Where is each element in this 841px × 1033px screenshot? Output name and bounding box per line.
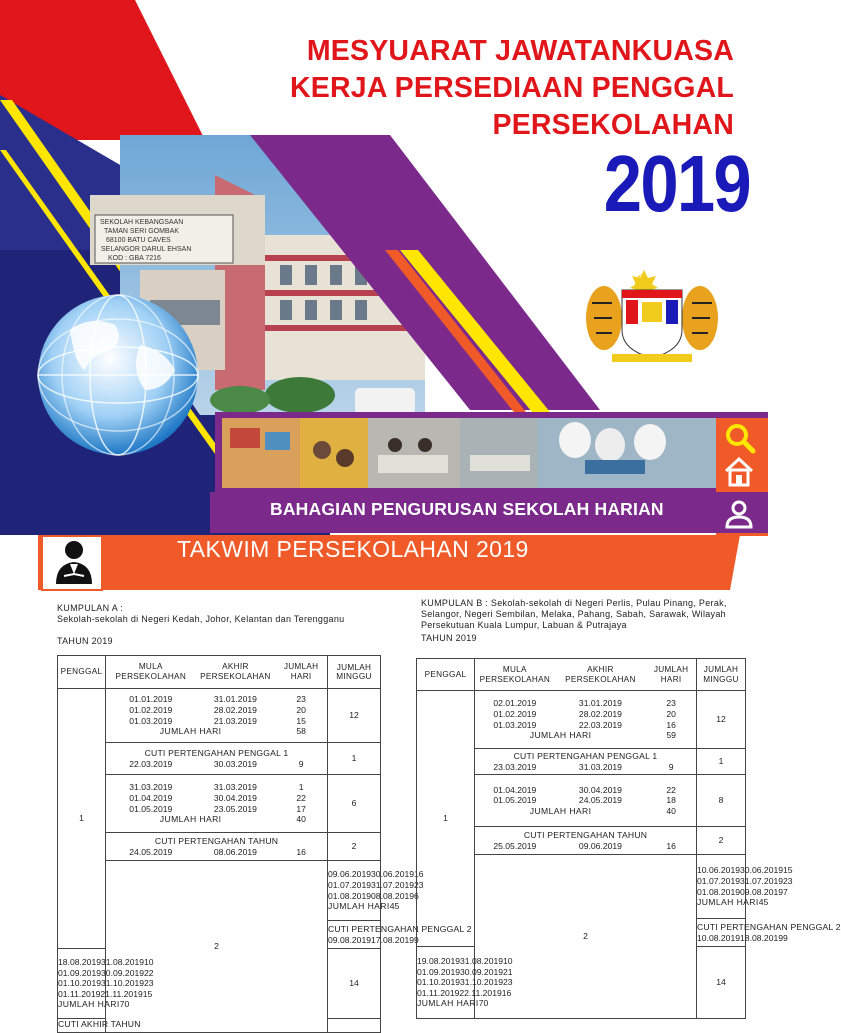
group-a-term2-block2-dates bbox=[58, 949, 154, 1019]
group-a-term1-block1-start-1: 01.01.2019 bbox=[129, 694, 173, 705]
group-a-term2-block2-start-1: 18.08.2019 bbox=[58, 957, 102, 968]
group-b-term1-break2-label: CUTI PERTENGAHAN TAHUN bbox=[523, 829, 648, 840]
group-a-term1-block2-start-3: 01.05.2019 bbox=[129, 803, 173, 814]
group-a-term1-block2-end-3: 23.05.2019 bbox=[213, 803, 257, 814]
group-a-term1-block1-start-3: 01.03.2019 bbox=[129, 715, 173, 726]
group-b-term2-block2-days-2: 21 bbox=[503, 966, 513, 977]
group-b-term1-block1-dates bbox=[475, 691, 697, 749]
group-a-term1-break2-start: 24.05.2019 bbox=[129, 846, 173, 857]
weeks-cell: 8 bbox=[697, 775, 746, 827]
group-b-term2-block2-end-2: 30.09.2019 bbox=[460, 966, 504, 977]
header-jumlah-hari-2: HARI bbox=[660, 674, 682, 684]
group-a-term1-block2-total-label: JUMLAH HARI bbox=[159, 814, 222, 825]
search-icon[interactable] bbox=[722, 420, 758, 456]
group-a-term2-block2-days-3: 23 bbox=[144, 978, 154, 989]
weeks-cell: 1 bbox=[328, 743, 381, 775]
group-a-term2-block1-start-2: 01.07.2019 bbox=[328, 879, 372, 890]
group-a-term2-block2-end-2: 30.09.2019 bbox=[101, 967, 145, 978]
header-jumlah-minggu: JUMLAH bbox=[703, 665, 739, 674]
weeks-cell: 14 bbox=[328, 949, 381, 1019]
group-a-term1-break1-days: 9 bbox=[298, 758, 304, 769]
banner-title-line2: KERJA PERSEDIAAN PENGGAL bbox=[290, 72, 734, 104]
group-a-term1-block1-end-3: 21.03.2019 bbox=[213, 715, 257, 726]
group-a-term1-break1-end: 30.03.2019 bbox=[213, 758, 257, 769]
group-b-term2-block2-start-1: 19.08.2019 bbox=[417, 956, 461, 967]
table-header-row bbox=[58, 656, 381, 689]
group-a-term2-block2-days-4: 15 bbox=[142, 988, 153, 999]
group-b-term2-block2-end-4: 22.11.2019 bbox=[459, 987, 502, 998]
group-b-term2-block2-start-2: 01.09.2019 bbox=[417, 966, 461, 977]
weeks-cell: 12 bbox=[328, 689, 381, 743]
group-b-term2-break1-end: 18.08.2019 bbox=[740, 932, 784, 943]
group-b-term2-block1-start-1: 10.06.2019 bbox=[697, 865, 741, 876]
group-a-term1-break1-start: 22.03.2019 bbox=[129, 758, 173, 769]
group-b-term2-block1-days-1: 15 bbox=[783, 865, 793, 876]
group-b-term2-block2-total-label: JUMLAH HARI bbox=[417, 998, 479, 1009]
group-b-term2-block1-end-1: 30.06.2019 bbox=[740, 865, 784, 876]
group-a-term2-break1-days: 9 bbox=[414, 934, 419, 945]
header-jumlah-minggu-2: MINGGU bbox=[703, 674, 739, 684]
classroom-photos bbox=[222, 418, 716, 488]
header-akhir: AKHIR bbox=[222, 662, 249, 672]
group-a-term2-block2-end-1: 31.08.2019 bbox=[101, 957, 145, 968]
group-b-term1-break1-days: 9 bbox=[668, 761, 674, 772]
group-b-term1-block2-days-2: 18 bbox=[666, 795, 676, 806]
group-b-term2-block1-days-3: 7 bbox=[783, 886, 788, 897]
header-akhir-2: PERSEKOLAHAN bbox=[200, 672, 271, 682]
header-mula: MULA bbox=[502, 664, 527, 674]
division-name: BAHAGIAN PENGURUSAN SEKOLAH HARIAN bbox=[270, 499, 664, 519]
group-a-term2-block1-total-label: JUMLAH HARI bbox=[328, 901, 390, 912]
group-b-term2-break1 bbox=[697, 919, 841, 947]
header-akhir: AKHIR bbox=[587, 664, 614, 674]
group-b-term1-block1-start-2: 01.02.2019 bbox=[493, 708, 537, 719]
user-icon[interactable] bbox=[722, 497, 756, 531]
school-sign-line3: 68100 BATU CAVES bbox=[106, 237, 171, 244]
table-row bbox=[58, 833, 381, 861]
group-a-term2-break1-start: 09.08.2019 bbox=[328, 934, 372, 945]
group-a-term2-block2-total-label: JUMLAH HARI bbox=[58, 999, 120, 1010]
group-b-term1-block2-start-1: 01.04.2019 bbox=[493, 784, 537, 795]
group-a-term1-block1-days-2: 20 bbox=[296, 704, 306, 715]
group-b-term1-block2-days-1: 22 bbox=[666, 784, 676, 795]
group-a-term2-block1-end-2: 31.07.2019 bbox=[371, 879, 415, 890]
group-a-term1-block2-total: 40 bbox=[296, 814, 306, 825]
group-a-term1-block1-days-3: 15 bbox=[296, 715, 306, 726]
takwim-title: TAKWIM PERSEKOLAHAN 2019 bbox=[177, 536, 529, 562]
group-b-term2-break1-start: 10.08.2019 bbox=[697, 932, 741, 943]
group-b-term1-block2-end-2: 24.05.2019 bbox=[578, 795, 622, 806]
header-jumlah-hari: JUMLAH bbox=[283, 662, 319, 672]
group-b-term2-block1-total-label: JUMLAH HARI bbox=[697, 897, 759, 908]
group-b-term2-block2-days-3: 23 bbox=[503, 977, 513, 988]
group-a-term1-block2-end-2: 30.04.2019 bbox=[213, 792, 257, 803]
group-b-term1-block1-total: 59 bbox=[666, 730, 676, 741]
table-row bbox=[58, 861, 381, 921]
group-b-term1-block1-end-2: 28.02.2019 bbox=[578, 708, 622, 719]
table-row bbox=[58, 689, 381, 743]
group-a-term2-block1-end-3: 08.08.2019 bbox=[371, 890, 415, 901]
group-a-term1-block2-start-1: 31.03.2019 bbox=[129, 782, 173, 793]
group-a-term1-break2 bbox=[106, 833, 328, 861]
group-b-term1-block2-total: 40 bbox=[666, 805, 676, 816]
group-b-term1-block1-total-label: JUMLAH HARI bbox=[529, 730, 592, 741]
group-b-term1-block2-start-2: 01.05.2019 bbox=[493, 795, 537, 806]
group-a-term2-break1-label: CUTI PERTENGAHAN PENGGAL 2 bbox=[328, 923, 472, 934]
header-mula-2: PERSEKOLAHAN bbox=[115, 672, 187, 682]
group-b-term1-block2-end-1: 30.04.2019 bbox=[578, 784, 622, 795]
group-a-term1-block1-total: 58 bbox=[296, 726, 306, 737]
header-penggal: PENGGAL bbox=[417, 659, 475, 691]
group-b-term1-break1-end: 31.03.2019 bbox=[578, 761, 622, 772]
group-b-term1-break2-end: 09.06.2019 bbox=[578, 840, 622, 851]
group-a-term2-block2-total: 70 bbox=[119, 999, 130, 1010]
weeks-cell: 2 bbox=[697, 827, 746, 855]
group-a-term1-block2-end-1: 31.03.2019 bbox=[213, 782, 257, 793]
group-a-term2-break1-end: 17.08.2019 bbox=[371, 934, 415, 945]
group-a-term2-block1-days-3: 6 bbox=[414, 890, 419, 901]
group-a-term2-block2-start-4: 01.11.2019 bbox=[58, 988, 101, 999]
globe-icon bbox=[38, 295, 198, 455]
group-a-term2-block1-days-2: 23 bbox=[414, 879, 424, 890]
term-number: 1 bbox=[417, 691, 475, 947]
group-b-term2-block1-end-2: 31.07.2019 bbox=[740, 875, 784, 886]
group-b-term2-block1-start-2: 01.07.2019 bbox=[697, 875, 741, 886]
header-mula: MULA bbox=[138, 662, 163, 672]
group-b-term1-break2-start: 25.05.2019 bbox=[493, 840, 537, 851]
header-jumlah-minggu: JUMLAH bbox=[336, 662, 372, 672]
header-akhir-2: PERSEKOLAHAN bbox=[565, 674, 636, 684]
school-sign-line2: TAMAN SERI GOMBAK bbox=[104, 228, 179, 235]
group-b-term1-break2-days: 16 bbox=[666, 840, 676, 851]
table-row bbox=[58, 743, 381, 775]
weeks-cell: 14 bbox=[697, 947, 746, 1019]
weeks-cell: 1 bbox=[697, 749, 746, 775]
group-a-term1-block1-end-1: 31.01.2019 bbox=[213, 694, 257, 705]
weeks-cell bbox=[328, 1019, 381, 1033]
group-b-term2-block1-start-3: 01.08.2019 bbox=[697, 886, 741, 897]
group-b-term1-break1-label: CUTI PERTENGAHAN PENGGAL 1 bbox=[513, 750, 658, 761]
group-b-description-line2: Selangor, Negeri Sembilan, Melaka, Pahang, Sabah, Sarawak, Wilayah bbox=[421, 609, 726, 619]
weeks-cell: 6 bbox=[328, 775, 381, 833]
group-a-term1-block1-start-2: 01.02.2019 bbox=[129, 704, 173, 715]
group-a-description: Sekolah-sekolah di Negeri Kedah, Johor, Kelantan dan Terengganu bbox=[57, 614, 345, 624]
group-a-term2-block1-dates bbox=[328, 861, 424, 921]
table-row bbox=[417, 691, 746, 749]
group-b-term2-block1-total: 45 bbox=[758, 897, 769, 908]
group-b-term2-block1-dates bbox=[697, 855, 793, 919]
term-number: 2 bbox=[106, 861, 328, 1033]
school-sign-line1: SEKOLAH KEBANGSAAN bbox=[100, 219, 184, 226]
group-b-term1-break1 bbox=[475, 749, 697, 775]
group-a-term1-block2-start-2: 01.04.2019 bbox=[129, 792, 173, 803]
header-jumlah-hari-2: HARI bbox=[290, 672, 312, 682]
header-penggal: PENGGAL bbox=[58, 656, 106, 689]
group-a-term2-block2-days-2: 22 bbox=[144, 967, 154, 978]
group-a-term1-block2-days-1: 1 bbox=[298, 782, 304, 793]
banner-title-line3: PERSEKOLAHAN bbox=[492, 109, 734, 141]
group-b-term2-block2-dates bbox=[417, 947, 513, 1019]
group-a-term1-block1-total-label: JUMLAH HARI bbox=[159, 726, 222, 737]
group-b-term1-break2 bbox=[475, 827, 697, 855]
group-a-term1-break2-days: 16 bbox=[296, 846, 306, 857]
home-icon[interactable] bbox=[722, 455, 756, 489]
group-a-term2-block2-end-4: 21.11.2019 bbox=[100, 988, 143, 999]
group-b-label: KUMPULAN B : Sekolah-sekolah di Negeri Perlis, Pulau Pinang, Perak, bbox=[421, 598, 727, 608]
group-b-term2-block1-days-2: 23 bbox=[783, 875, 793, 886]
group-a-term1-block2-dates bbox=[106, 775, 328, 833]
group-a-term2-block2-days-1: 10 bbox=[144, 957, 154, 968]
school-sign-line4: SELANGOR DARUL EHSAN bbox=[101, 246, 192, 253]
group-a-term2-block1-start-1: 09.06.2019 bbox=[328, 869, 372, 880]
group-a-term1-block2-days-2: 22 bbox=[296, 792, 306, 803]
group-b-term1-block2-dates bbox=[475, 775, 697, 827]
group-b-calendar-table bbox=[416, 658, 841, 1019]
group-b-term2-block1-end-3: 09.08.2019 bbox=[740, 886, 784, 897]
group-a-term2-break1 bbox=[328, 921, 472, 949]
header-banner bbox=[0, 0, 768, 535]
group-a-term2-block2-start-2: 01.09.2019 bbox=[58, 967, 102, 978]
group-b-term1-break1-start: 23.03.2019 bbox=[493, 761, 537, 772]
group-a-term1-break2-end: 08.06.2019 bbox=[213, 846, 257, 857]
table-row bbox=[58, 775, 381, 833]
banner-year: 2019 bbox=[603, 139, 750, 228]
group-a-term1-block1-end-2: 28.02.2019 bbox=[213, 704, 257, 715]
school-sign-line5: KOD : GBA 7216 bbox=[108, 255, 161, 262]
weeks-cell: 2 bbox=[328, 833, 381, 861]
person-icon bbox=[50, 536, 98, 586]
header-jumlah-hari: JUMLAH bbox=[653, 664, 689, 674]
group-b-term2-block2-start-4: 01.11.2019 bbox=[417, 987, 460, 998]
group-a-term1-block2-days-3: 17 bbox=[296, 803, 306, 814]
group-a-term1-block1-dates bbox=[106, 689, 328, 743]
group-a-term2-block1-start-3: 01.08.2019 bbox=[328, 890, 372, 901]
group-b-term2-block2-end-3: 31.10.2019 bbox=[460, 977, 504, 988]
group-a-label: KUMPULAN A : bbox=[57, 603, 124, 613]
group-b-term1-block1-start-3: 01.03.2019 bbox=[493, 719, 537, 730]
group-a-term1-break2-label: CUTI PERTENGAHAN TAHUN bbox=[154, 835, 279, 846]
group-a-year: TAHUN 2019 bbox=[57, 636, 113, 646]
table-header-row bbox=[417, 659, 746, 691]
group-a-term1-break1-label: CUTI PERTENGAHAN PENGGAL 1 bbox=[144, 747, 289, 758]
term-number: 1 bbox=[58, 689, 106, 949]
group-b-term2-block2-end-1: 31.08.2019 bbox=[460, 956, 504, 967]
group-b-term1-block1-days-2: 20 bbox=[666, 708, 676, 719]
group-b-term2-break1-days: 9 bbox=[783, 932, 788, 943]
group-b-term1-block1-end-1: 31.01.2019 bbox=[578, 698, 622, 709]
group-b-term1-block1-end-3: 22.03.2019 bbox=[578, 719, 622, 730]
group-b-term2-block2-start-3: 01.10.2019 bbox=[417, 977, 461, 988]
group-a-term2-block1-days-1: 16 bbox=[414, 869, 424, 880]
group-b-term2-block2-total: 70 bbox=[478, 998, 489, 1009]
group-b-term2-break1-label: CUTI PERTENGAHAN PENGGAL 2 bbox=[697, 921, 841, 932]
group-a-term2-block1-total: 45 bbox=[389, 901, 400, 912]
group-b-term1-block1-days-3: 16 bbox=[666, 719, 676, 730]
group-a-term1-block1-days-1: 23 bbox=[296, 694, 306, 705]
group-a-term2-block1-end-1: 30.06.2019 bbox=[371, 869, 415, 880]
group-a-term2-block2-end-3: 31.10.2019 bbox=[101, 978, 145, 989]
group-a-term2-block2-start-3: 01.10.2019 bbox=[58, 978, 102, 989]
header-mula-2: PERSEKOLAHAN bbox=[479, 674, 551, 684]
group-b-term1-block1-days-1: 23 bbox=[666, 698, 676, 709]
group-a-term2-break2 bbox=[58, 1019, 141, 1033]
group-b-term1-block2-total-label: JUMLAH HARI bbox=[529, 805, 592, 816]
group-b-term2-block2-days-4: 16 bbox=[501, 987, 512, 998]
group-a-term2-break2-label: CUTI AKHIR TAHUN bbox=[58, 1019, 141, 1029]
header-jumlah-minggu-2: MINGGU bbox=[336, 672, 372, 681]
weeks-cell: 12 bbox=[697, 691, 746, 749]
group-b-term2-block2-days-1: 10 bbox=[503, 956, 513, 967]
banner-title-line1: MESYUARAT JAWATANKUASA bbox=[306, 35, 734, 67]
coat-of-arms-icon bbox=[582, 268, 722, 368]
group-b-term1-block1-start-1: 02.01.2019 bbox=[493, 698, 537, 709]
group-a-term1-break1 bbox=[106, 743, 328, 775]
group-b-description-line3: Persekutuan Kuala Lumpur, Labuan & Putrajaya bbox=[421, 620, 627, 630]
term-number: 2 bbox=[475, 855, 697, 1019]
group-b-year: TAHUN 2019 bbox=[421, 633, 477, 643]
